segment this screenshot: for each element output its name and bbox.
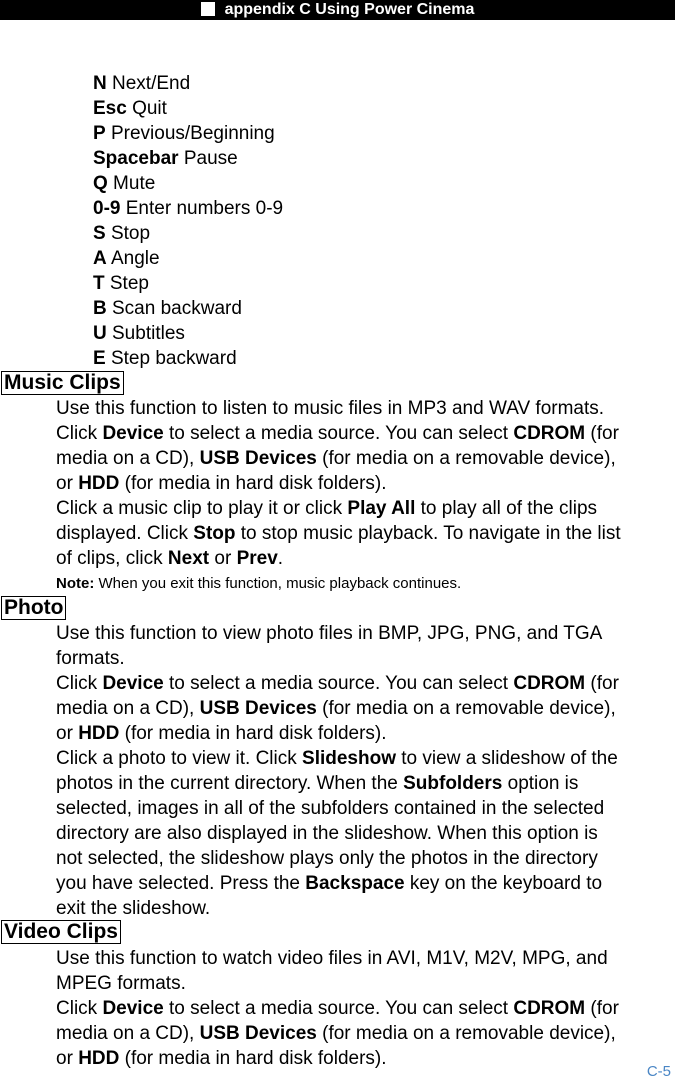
text: (for media in hard disk folders). xyxy=(119,1048,387,1069)
bold-term: Device xyxy=(102,673,164,694)
text: Click a photo to view it. Click xyxy=(56,748,303,769)
text-line xyxy=(56,996,675,1021)
photo-section-title: Photo xyxy=(1,596,66,620)
text-line xyxy=(56,796,675,821)
text-line xyxy=(56,1046,675,1071)
text-line xyxy=(56,771,675,796)
key-name: T xyxy=(93,273,105,294)
key-name: B xyxy=(93,298,107,319)
key-desc: Step backward xyxy=(105,348,237,369)
text: (for media on a removable device), xyxy=(316,448,616,469)
text: photos in the current directory. When the xyxy=(56,773,404,794)
bold-term: USB Devices xyxy=(199,1023,317,1044)
text: directory are also displayed in the slideshow. When this option is xyxy=(56,823,598,844)
key-name: A xyxy=(93,248,107,269)
text: (for xyxy=(585,998,619,1019)
text: Click a music clip to play it or click xyxy=(56,498,348,519)
text: to select a media source. You can select xyxy=(163,423,514,444)
video-section-body xyxy=(56,946,675,1071)
text-line xyxy=(56,546,675,571)
text-line xyxy=(56,896,675,921)
bold-term: USB Devices xyxy=(199,448,317,469)
bold-term: HDD xyxy=(78,473,120,494)
key-item xyxy=(93,71,283,96)
bold-term: USB Devices xyxy=(199,698,317,719)
text: MPEG formats. xyxy=(56,973,186,994)
key-item xyxy=(93,346,283,371)
text: (for media on a removable device), xyxy=(316,1023,616,1044)
key-name: Spacebar xyxy=(93,148,179,169)
text: Use this function to watch video files in AVI, M1V, M2V, MPG, and xyxy=(56,948,608,969)
key-desc: Previous/Beginning xyxy=(105,123,275,144)
text: (for media on a removable device), xyxy=(316,698,616,719)
text-line xyxy=(56,446,675,471)
text: or xyxy=(56,1048,79,1069)
text-line xyxy=(56,746,675,771)
text-line xyxy=(56,821,675,846)
bold-term: Stop xyxy=(193,523,236,544)
text: to select a media source. You can select xyxy=(163,998,514,1019)
page-header xyxy=(0,0,675,20)
key-desc: Mute xyxy=(107,173,156,194)
bold-term: Next xyxy=(167,548,210,569)
photo-section-body xyxy=(56,621,675,921)
key-item xyxy=(93,296,283,321)
text-line xyxy=(56,1021,675,1046)
key-name: P xyxy=(93,123,106,144)
key-desc: Angle xyxy=(106,248,160,269)
bold-term: CDROM xyxy=(513,998,586,1019)
music-section-title: Music Clips xyxy=(1,371,124,395)
text: exit the slideshow. xyxy=(56,898,211,919)
text: . xyxy=(277,548,284,569)
note-text: When you exit this function, music playback continues. xyxy=(94,575,462,592)
text: or xyxy=(56,473,79,494)
text: to select a media source. You can select xyxy=(163,673,514,694)
text: (for media in hard disk folders). xyxy=(119,473,387,494)
note xyxy=(56,571,675,596)
text-line xyxy=(56,971,675,996)
text: Use this function to listen to music files in MP3 and WAV formats. xyxy=(56,398,605,419)
text: or xyxy=(209,548,237,569)
key-desc: Scan backward xyxy=(106,298,242,319)
text: media on a CD), xyxy=(56,448,200,469)
text: media on a CD), xyxy=(56,1023,200,1044)
key-item xyxy=(93,246,283,271)
key-item xyxy=(93,96,283,121)
text-line xyxy=(56,646,675,671)
key-item xyxy=(93,271,283,296)
key-name: 0-9 xyxy=(93,198,121,219)
text: media on a CD), xyxy=(56,698,200,719)
key-item xyxy=(93,196,283,221)
text: or xyxy=(56,723,79,744)
text: (for xyxy=(585,673,619,694)
text-line xyxy=(56,671,675,696)
bold-term: Device xyxy=(102,998,164,1019)
key-desc: Subtitles xyxy=(106,323,185,344)
text: option is xyxy=(502,773,579,794)
text: to stop music playback. To navigate in the list xyxy=(235,523,621,544)
key-item xyxy=(93,221,283,246)
key-name: S xyxy=(93,223,106,244)
key-item xyxy=(93,121,283,146)
text: of clips, click xyxy=(56,548,168,569)
bold-term: Backspace xyxy=(305,873,405,894)
text-line xyxy=(56,871,675,896)
text-line xyxy=(56,946,675,971)
key-desc: Stop xyxy=(105,223,151,244)
text: to play all of the clips xyxy=(415,498,598,519)
header-title: appendix C Using Power Cinema xyxy=(224,1,475,18)
key-name: Q xyxy=(93,173,108,194)
text: formats. xyxy=(56,648,125,669)
bold-term: Subfolders xyxy=(403,773,503,794)
key-desc: Step xyxy=(104,273,149,294)
text-line xyxy=(56,471,675,496)
text: not selected, the slideshow plays only the photos in the directory xyxy=(56,848,598,869)
bold-term: Play All xyxy=(347,498,416,519)
key-desc: Quit xyxy=(126,98,167,119)
bold-term: HDD xyxy=(78,723,120,744)
key-item xyxy=(93,321,283,346)
bold-term: Prev xyxy=(236,548,278,569)
text: (for media in hard disk folders). xyxy=(119,723,387,744)
key-list xyxy=(93,71,283,371)
text-line xyxy=(56,846,675,871)
bold-term: CDROM xyxy=(513,673,586,694)
key-name: E xyxy=(93,348,106,369)
text: selected, images in all of the subfolders contained in the selected xyxy=(56,798,605,819)
text: to view a slideshow of the xyxy=(396,748,618,769)
text-line xyxy=(56,421,675,446)
key-desc: Pause xyxy=(178,148,238,169)
key-desc: Next/End xyxy=(106,73,191,94)
key-name: Esc xyxy=(93,98,127,119)
text-line xyxy=(56,696,675,721)
text: Click xyxy=(56,998,103,1019)
text-line xyxy=(56,521,675,546)
text: (for xyxy=(585,423,619,444)
text: key on the keyboard to xyxy=(404,873,603,894)
key-name: U xyxy=(93,323,107,344)
music-section-body xyxy=(56,396,675,596)
bold-term: Slideshow xyxy=(302,748,396,769)
text-line xyxy=(56,721,675,746)
key-item xyxy=(93,146,283,171)
text: you have selected. Press the xyxy=(56,873,306,894)
text: Click xyxy=(56,673,103,694)
text-line xyxy=(56,396,675,421)
text: Use this function to view photo files in BMP, JPG, PNG, and TGA xyxy=(56,623,603,644)
text: Click xyxy=(56,423,103,444)
text-line xyxy=(56,496,675,521)
key-name: N xyxy=(93,73,107,94)
bold-term: HDD xyxy=(78,1048,120,1069)
key-desc: Enter numbers 0-9 xyxy=(120,198,284,219)
text-line xyxy=(56,621,675,646)
bold-term: CDROM xyxy=(513,423,586,444)
key-item xyxy=(93,171,283,196)
page-number: C-5 xyxy=(646,1063,671,1080)
text: displayed. Click xyxy=(56,523,194,544)
bold-term: Device xyxy=(102,423,164,444)
header-square-icon xyxy=(201,2,215,16)
video-section-title: Video Clips xyxy=(1,920,121,944)
note-label: Note: xyxy=(56,575,95,592)
